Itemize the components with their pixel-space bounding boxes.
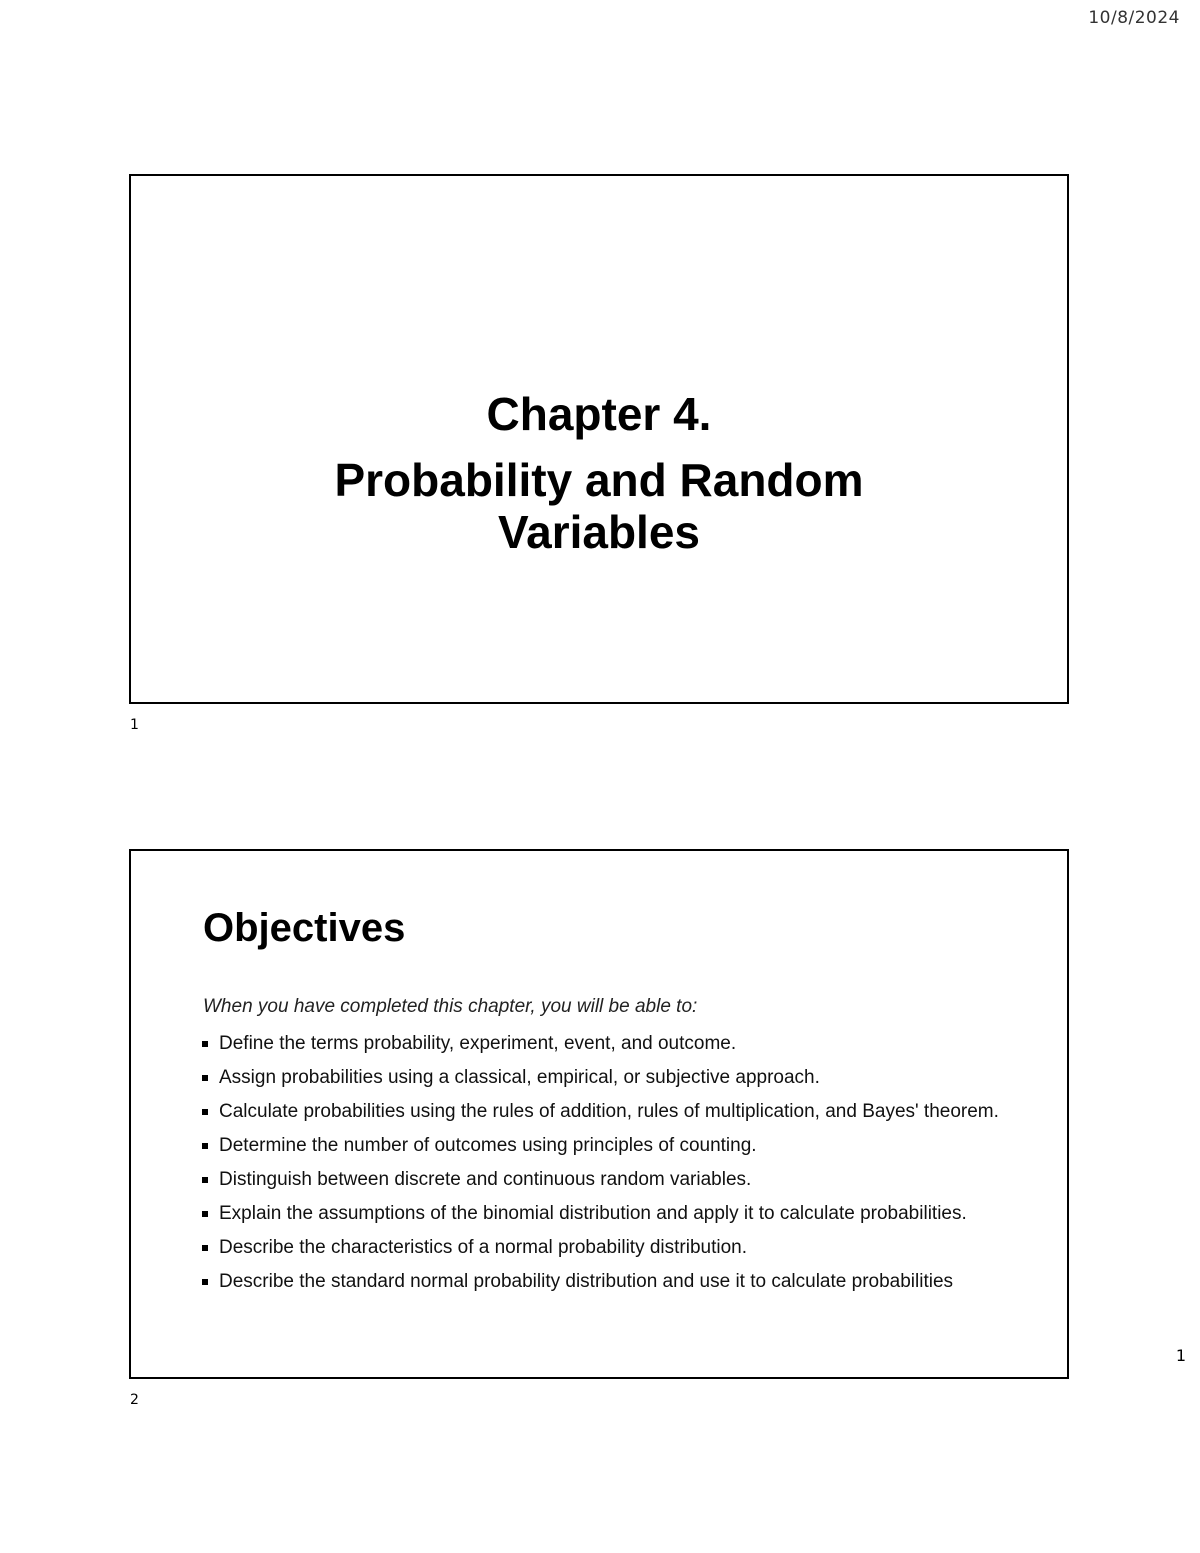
objective-text: Describe the standard normal probability distribution and use it to calculate probabilities: [219, 1271, 954, 1292]
objective-text: Describe the characteristics of a normal probability distribution.: [219, 1237, 748, 1258]
bullet-square-icon: [202, 1177, 208, 1183]
page-number: 1: [1175, 1346, 1186, 1365]
bullet-square-icon: [202, 1143, 208, 1149]
objective-text: Calculate probabilities using the rules of addition, rules of multiplication, and Bayes' theorem.: [219, 1101, 999, 1122]
bullet-square-icon: [202, 1075, 208, 1081]
objective-text: Distinguish between discrete and continuous random variables.: [219, 1169, 752, 1190]
bullet-square-icon: [202, 1211, 208, 1217]
bullet-square-icon: [202, 1041, 208, 1047]
objectives-intro: When you have completed this chapter, you will be able to:: [203, 996, 698, 1017]
print-date: 10/8/2024: [1088, 8, 1180, 28]
chapter-title: Probability and Random Variables: [334, 454, 864, 558]
objective-item: [201, 1235, 999, 1260]
chapter-label: Chapter 4.: [486, 388, 712, 440]
bullet-square-icon: [202, 1245, 208, 1251]
objective-text: Determine the number of outcomes using principles of counting.: [219, 1135, 757, 1156]
slide-2: [129, 849, 1069, 1379]
objective-text: Explain the assumptions of the binomial distribution and apply it to calculate probabilities.: [219, 1203, 967, 1224]
slide-1: [129, 174, 1069, 704]
objective-item: [201, 1201, 999, 1226]
bullet-square-icon: [202, 1109, 208, 1115]
bullet-square-icon: [202, 1279, 208, 1285]
objective-item: [201, 1167, 999, 1192]
objective-text: Define the terms probability, experiment, event, and outcome.: [219, 1033, 737, 1054]
objective-text: Assign probabilities using a classical, empirical, or subjective approach.: [219, 1067, 820, 1088]
objective-item: [201, 1099, 999, 1124]
slide-1-number: 1: [130, 717, 139, 733]
objective-item: [201, 1269, 999, 1294]
objective-item: [201, 1065, 999, 1090]
objective-item: [201, 1031, 999, 1056]
slide-2-number: 2: [130, 1392, 139, 1408]
objective-item: [201, 1133, 999, 1158]
objectives-list: [201, 1031, 999, 1303]
title-block: [131, 388, 1067, 558]
objectives-heading: Objectives: [203, 906, 406, 950]
